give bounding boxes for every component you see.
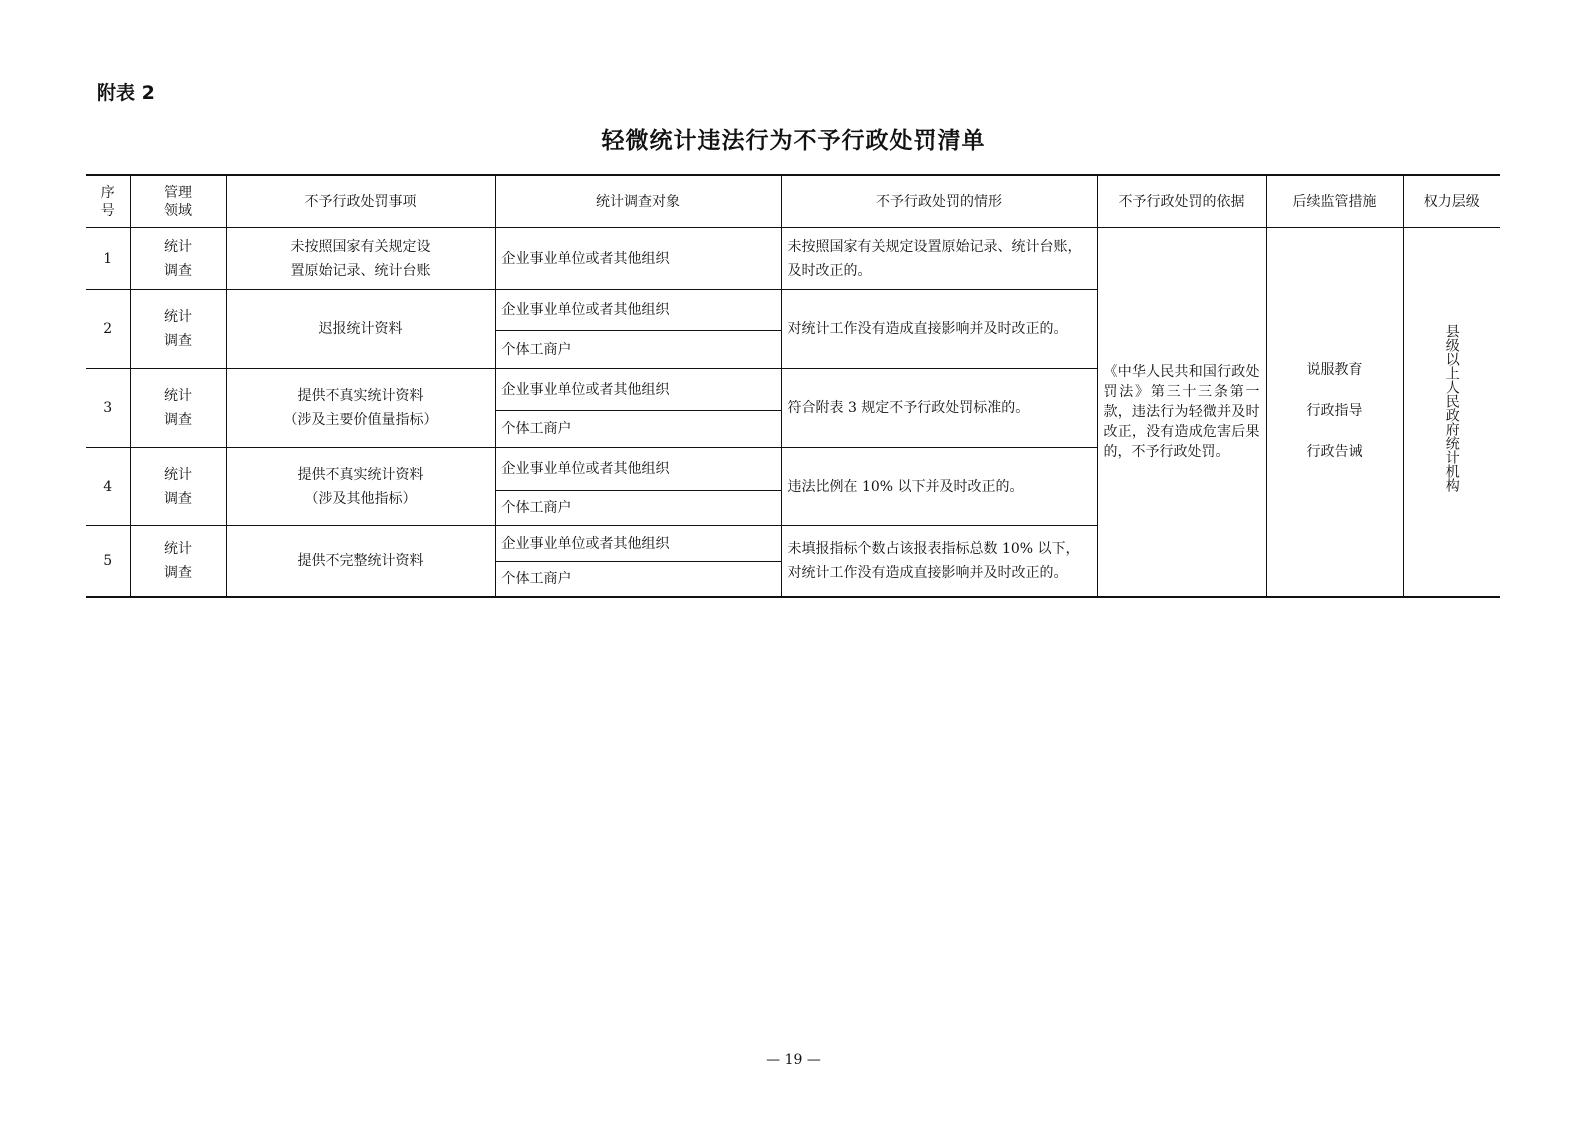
document-title: 轻微统计违法行为不予行政处罚清单	[601, 128, 986, 154]
measure-item: 行政告诫	[1306, 444, 1363, 461]
authority-level-cell: 县级以上人民政府统计机构	[1403, 228, 1500, 597]
row-object: 个体工商户	[495, 562, 781, 597]
supervision-measures-cell	[1266, 228, 1403, 597]
row-object: 企业事业单位或者其他组织	[495, 448, 781, 491]
row-no: 5	[86, 526, 130, 597]
col-header-item: 不予行政处罚事项	[226, 175, 495, 228]
measure-item: 行政指导	[1306, 403, 1363, 420]
row-situation: 未填报指标个数占该报表指标总数 10% 以下，对统计工作没有造成直接影响并及时改正的。	[781, 526, 1097, 597]
row-situation: 符合附表 3 规定不予行政处罚标准的。	[781, 369, 1097, 448]
col-header-level: 权力层级	[1403, 175, 1500, 228]
penalty-basis-cell: 《中华人民共和国行政处罚法》第三十三条第一款，违法行为轻微并及时改正，没有造成危害后果的，不予行政处罚。	[1097, 228, 1266, 597]
penalty-exemption-table	[86, 174, 1500, 598]
col-header-object: 统计调查对象	[495, 175, 781, 228]
col-header-situation: 不予行政处罚的情形	[781, 175, 1097, 228]
col-header-basis: 不予行政处罚的依据	[1097, 175, 1266, 228]
appendix-label: 附表 2	[97, 82, 155, 104]
row-item: 提供不真实统计资料 （涉及其他指标）	[226, 448, 495, 526]
col-header-no: 序 号	[86, 175, 130, 228]
row-item: 迟报统计资料	[226, 290, 495, 369]
row-item: 提供不完整统计资料	[226, 526, 495, 597]
row-object: 企业事业单位或者其他组织	[495, 526, 781, 562]
row-situation: 未按照国家有关规定设置原始记录、统计台账，及时改正的。	[781, 228, 1097, 290]
row-object: 个体工商户	[495, 491, 781, 526]
row-field: 统计 调查	[130, 526, 226, 597]
row-field: 统计 调查	[130, 290, 226, 369]
row-no: 1	[86, 228, 130, 290]
row-object: 个体工商户	[495, 331, 781, 369]
row-object: 企业事业单位或者其他组织	[495, 369, 781, 411]
row-field: 统计 调查	[130, 369, 226, 448]
row-no: 3	[86, 369, 130, 448]
row-item: 提供不真实统计资料 （涉及主要价值量指标）	[226, 369, 495, 448]
row-field: 统计 调查	[130, 228, 226, 290]
row-situation: 对统计工作没有造成直接影响并及时改正的。	[781, 290, 1097, 369]
table-header-row	[86, 175, 1500, 228]
page-number: — 19 —	[766, 1052, 821, 1068]
row-object: 企业事业单位或者其他组织	[495, 290, 781, 331]
measure-item: 说服教育	[1306, 362, 1363, 379]
col-header-measures: 后续监管措施	[1266, 175, 1403, 228]
row-field: 统计 调查	[130, 448, 226, 526]
row-object: 企业事业单位或者其他组织	[495, 228, 781, 290]
table-row	[86, 228, 1500, 290]
row-no: 4	[86, 448, 130, 526]
row-object: 个体工商户	[495, 411, 781, 448]
col-header-field: 管理 领域	[130, 175, 226, 228]
row-item: 未按照国家有关规定设 置原始记录、统计台账	[226, 228, 495, 290]
row-situation: 违法比例在 10% 以下并及时改正的。	[781, 448, 1097, 526]
row-no: 2	[86, 290, 130, 369]
